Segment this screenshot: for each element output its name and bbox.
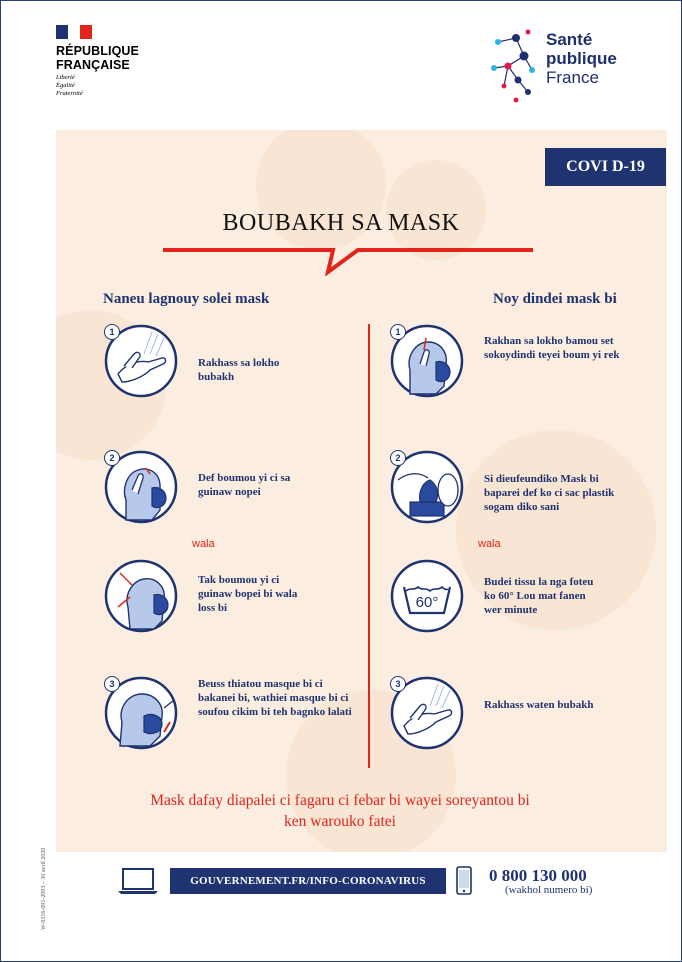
- step-text: Budei tissu la nga foteu ko 60° Lou mat fanen wer minute: [484, 576, 594, 616]
- step-number: 3: [104, 676, 120, 692]
- mask-ear-loop-icon: [104, 559, 178, 633]
- page-title: BOUBAKH SA MASK: [222, 210, 460, 236]
- step-text: Si dieufeundiko Mask bi baparei def ko ci sac plastik sogam diko sani: [484, 473, 615, 513]
- document-reference: W-0316-001-2003 – 30 avril 2020: [41, 847, 47, 930]
- or-label: wala: [478, 538, 501, 550]
- step-text: Rakhan sa lokho bamou set sokoydindi teyei boum yi rek: [484, 335, 620, 361]
- wash-temperature-label: 60°: [415, 594, 439, 611]
- phone-number[interactable]: 0 800 130 000: [489, 866, 587, 885]
- or-label: wala: [192, 538, 215, 550]
- right-column-heading: Noy dindei mask bi: [493, 291, 617, 307]
- column-divider: [368, 324, 370, 768]
- phone-icon: [456, 866, 472, 895]
- step-text: Rakhass waten bubakh: [484, 699, 594, 711]
- step-number: 1: [390, 324, 406, 340]
- phone-note: (wakhol numero bi): [505, 884, 593, 896]
- republic-motto: Liberté Égalité Fraternité: [56, 74, 83, 97]
- step-number: 3: [390, 676, 406, 692]
- laptop-icon: [117, 867, 159, 895]
- sante-publique-logo-icon: [488, 26, 538, 110]
- step-number: 2: [104, 450, 120, 466]
- left-column-heading: Naneu lagnouy solei mask: [103, 291, 270, 307]
- republique-francaise-logo: RÉPUBLIQUE FRANÇAISE: [56, 44, 139, 72]
- speech-bubble-underline: [158, 236, 538, 276]
- warning-message: Mask dafay diapalei ci fagaru ci febar bi wayei soreyantou bi ken warouko fatei: [150, 792, 530, 830]
- sante-publique-wordmark: Santé publique France: [546, 30, 617, 87]
- step-text: Tak boumou yi ci guinaw bopei bi wala loss bi: [198, 574, 298, 614]
- website-link[interactable]: GOUVERNEMENT.FR/INFO-CORONAVIRUS: [170, 868, 446, 894]
- step-number: 1: [104, 324, 120, 340]
- wash-60-icon: [390, 559, 464, 633]
- french-flag-icon: [56, 25, 92, 39]
- step-text: Rakhass sa lokho bubakh: [198, 357, 280, 383]
- step-text: Def boumou yi ci sa guinaw nopei: [198, 472, 291, 498]
- covid-badge: COVI D-19: [545, 148, 666, 186]
- step-text: Beuss thiatou masque bi ci bakanei bi, wathiei masque bi ci soufou cikim bi teh bagnko lalati: [198, 678, 352, 718]
- step-number: 2: [390, 450, 406, 466]
